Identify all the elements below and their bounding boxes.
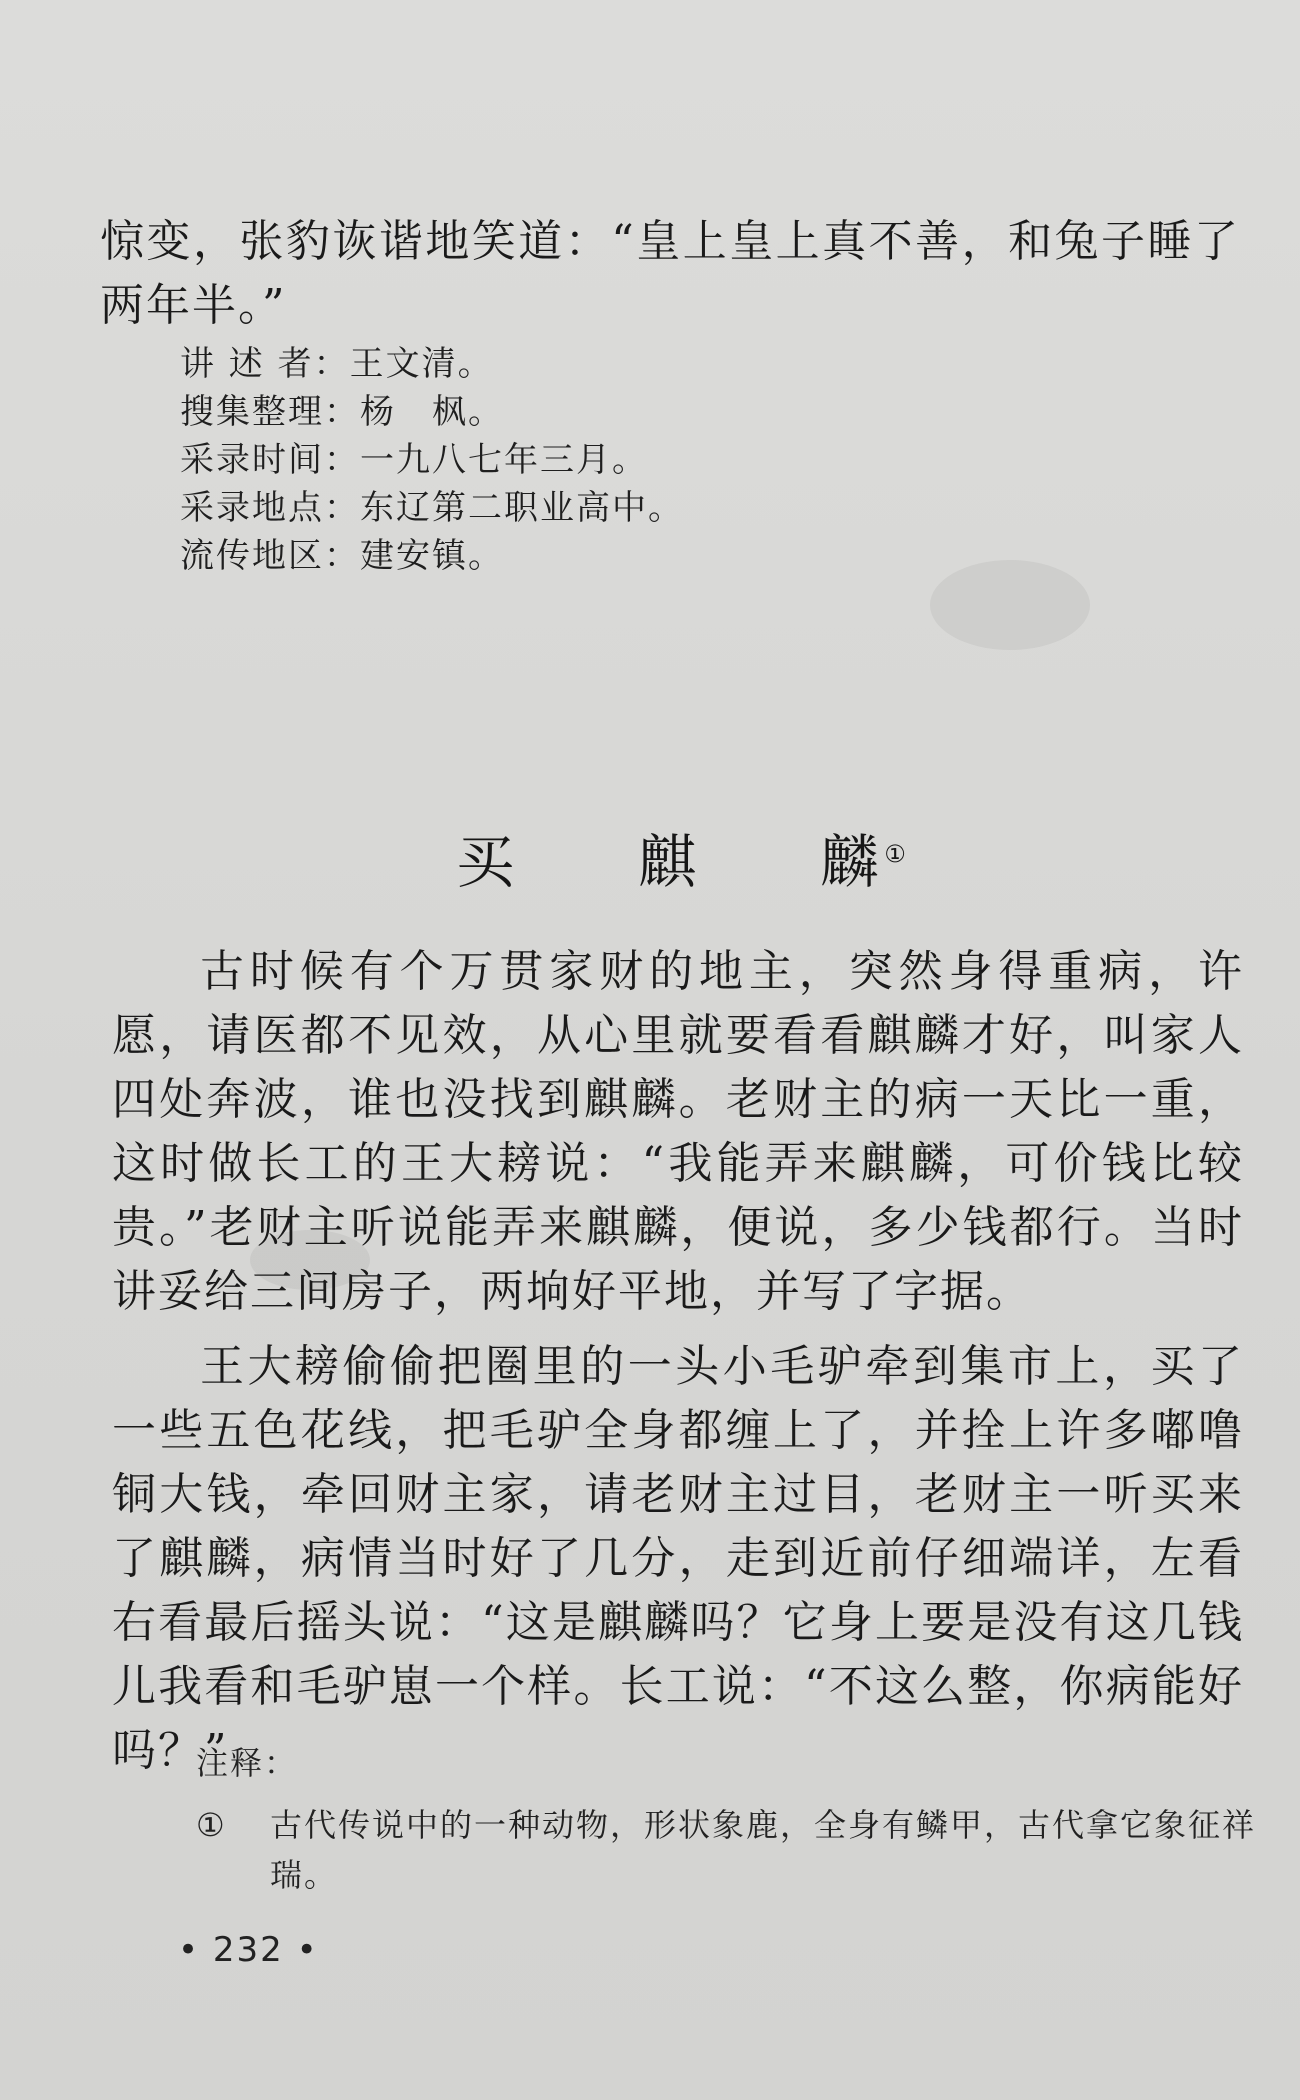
credit-location: 采录地点：东辽第二职业高中。: [180, 488, 684, 528]
page-number: • 232 •: [178, 1930, 319, 1970]
footnote-text: 古代传说中的一种动物，形状象鹿，全身有鳞甲，古代拿它象征祥瑞。: [270, 1806, 1257, 1894]
story-title: [0, 815, 1300, 899]
credit-narrator: 讲 述 者：王文清。: [180, 344, 494, 384]
footnote-marker: ①: [884, 839, 906, 868]
credit-collector: 搜集整理：杨 枫。: [180, 392, 504, 432]
credit-date: 采录时间：一九八七年三月。: [180, 440, 648, 480]
previous-story-ending: 惊变，张豹诙谐地笑道：“皇上皇上真不善，和兔子睡了两年半。”: [100, 216, 1240, 331]
footnote-number: ①: [196, 1806, 227, 1844]
footnote: [196, 1800, 1256, 1900]
title-char: 买: [456, 828, 515, 896]
collection-credits: [180, 340, 1080, 580]
story-paragraph: 王大耪偷偷把圈里的一头小毛驴牵到集市上，买了一些五色花线，把毛驴全身都缠上了，并拴上许多嘟噜铜大钱，牵回财主家，请老财主过目，老财主一听买来了麒麟，病情当时好了几分，走到近前仔细端详，左看右看最后摇头说：“这是麒麟吗？它身上要是没有这几钱儿我看和毛驴崽一个样。长工说：“不这么整，你病能好吗？”: [112, 1341, 1244, 1776]
notes-heading: 注释：: [196, 1744, 299, 1782]
credit-region: 流传地区：建安镇。: [180, 536, 504, 576]
title-char: 麒: [638, 828, 697, 896]
title-char: 麟: [820, 828, 879, 896]
story-paragraph: 古时候有个万贯家财的地主，突然身得重病，许愿，请医都不见效，从心里就要看看麒麟才好，叫家人四处奔波，谁也没找到麒麟。老财主的病一天比一重，这时做长工的王大耪说：“我能弄来麒麟，可价钱比较贵。”老财主听说能弄来麒麟，便说，多少钱都行。当时讲妥给三间房子，两垧好平地，并写了字据。: [112, 946, 1244, 1317]
